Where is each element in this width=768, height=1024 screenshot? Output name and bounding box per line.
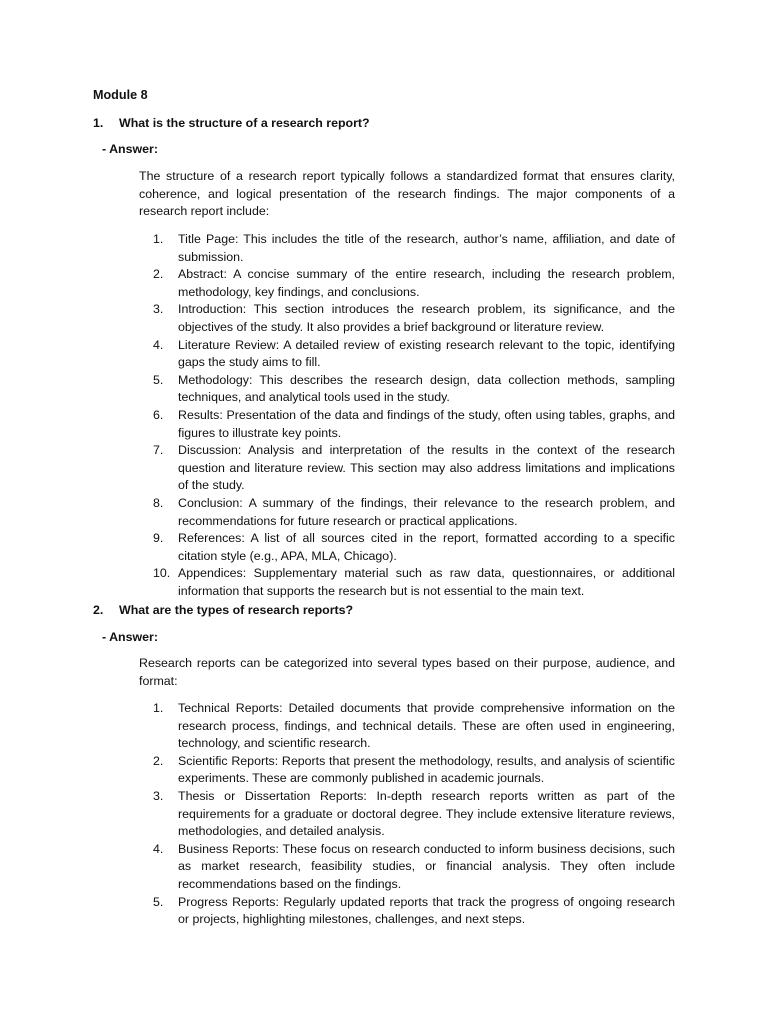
list-item-text: Progress Reports: Regularly updated reports that track the progress of ongoing research or projects, highlighting milestones, challenges, and next steps. xyxy=(178,894,675,927)
list-item xyxy=(139,495,675,530)
report-types-list xyxy=(139,700,675,929)
answer-intro: The structure of a research report typically follows a standardized format that ensures clarity, coherence, and logical presentation of the research findings. The major components of a research report include: xyxy=(139,169,675,219)
list-item-number: 8. xyxy=(153,495,164,510)
question-2 xyxy=(93,602,353,620)
list-item xyxy=(139,407,675,442)
list-item xyxy=(139,700,675,753)
list-item-number: 2. xyxy=(153,267,164,282)
list-item-text: Title Page: This includes the title of the research, author’s name, affiliation, and date of submission. xyxy=(178,232,675,264)
list-item-text: Scientific Reports: Reports that present the methodology, results, and analysis of scientific experiments. These are commonly published in academic journals. xyxy=(178,753,675,786)
list-item-number: 2. xyxy=(153,753,164,768)
list-item-text: Technical Reports: Detailed documents that provide comprehensive information on the research process, findings, and technical details. These are often used in engineering, technology, and scientific research. xyxy=(178,701,675,751)
list-item-text: Methodology: This describes the research design, data collection methods, sampling techniques, and analytical tools used in the study. xyxy=(178,372,675,405)
list-item-number: 1. xyxy=(153,701,164,715)
list-item xyxy=(139,530,675,565)
module-title: Module 8 xyxy=(93,88,148,102)
list-item-number: 1. xyxy=(153,232,164,246)
list-item xyxy=(139,266,675,301)
answer-label: - Answer: xyxy=(102,630,158,644)
list-item-number: 4. xyxy=(153,337,164,352)
list-item-number: 3. xyxy=(153,302,164,317)
list-item-text: Literature Review: A detailed review of existing research relevant to the topic, identifying gaps the study aims to fill. xyxy=(178,337,675,370)
answer-label: - Answer: xyxy=(102,142,158,156)
list-item-text: Abstract: A concise summary of the entire research, including the research problem, methodology, key findings, and conclusions. xyxy=(178,267,675,299)
question-number: 1. xyxy=(93,116,104,130)
list-item-text: Introduction: This section introduces the research problem, its significance, and the objectives of the study. It also provides a brief background or literature review. xyxy=(178,302,675,334)
list-item-number: 4. xyxy=(153,841,164,856)
list-item xyxy=(139,301,675,336)
list-item xyxy=(139,442,675,495)
question-number: 2. xyxy=(93,603,104,617)
list-item xyxy=(139,231,675,266)
list-item-text: Appendices: Supplementary material such as raw data, questionnaires, or additional information that supports the research but is not essential to the main text. xyxy=(178,566,675,598)
component-list xyxy=(139,231,675,600)
list-item-number: 10. xyxy=(153,566,171,581)
list-item xyxy=(139,894,675,929)
list-item-text: Discussion: Analysis and interpretation of the results in the context of the research question and literature review. This section may also address limitations and implications of the study. xyxy=(178,443,675,493)
answer-intro: Research reports can be categorized into several types based on their purpose, audience, and format: xyxy=(139,656,675,688)
question-text: What is the structure of a research report? xyxy=(119,116,370,130)
list-item-number: 5. xyxy=(153,372,164,387)
list-item-text: Business Reports: These focus on research conducted to inform business decisions, such as market research, feasibility studies, or financial analysis. They often include recommendations based on the findings. xyxy=(178,841,675,891)
list-item xyxy=(139,337,675,372)
list-item-number: 7. xyxy=(153,443,164,458)
list-item-text: Results: Presentation of the data and findings of the study, often using tables, graphs, and figures to illustrate key points. xyxy=(178,407,675,440)
list-item xyxy=(139,753,675,788)
question-text: What are the types of research reports? xyxy=(119,603,354,617)
list-item xyxy=(139,372,675,407)
question-1 xyxy=(93,115,370,133)
list-item xyxy=(139,841,675,894)
list-item-text: Thesis or Dissertation Reports: In-depth research reports written as part of the requirements for a graduate or doctoral degree. They include extensive literature reviews, methodologies, and detailed analysis. xyxy=(178,788,675,839)
list-item-number: 6. xyxy=(153,407,164,422)
list-item-number: 3. xyxy=(153,788,164,803)
list-item xyxy=(139,565,675,600)
list-item-number: 9. xyxy=(153,531,164,546)
list-item-text: Conclusion: A summary of the findings, their relevance to the research problem, and recommendations for future research or practical applications. xyxy=(178,495,675,528)
list-item-number: 5. xyxy=(153,894,164,909)
list-item-text: References: A list of all sources cited in the report, formatted according to a specific citation style (e.g., APA, MLA, Chicago). xyxy=(178,531,675,563)
list-item xyxy=(139,788,675,841)
